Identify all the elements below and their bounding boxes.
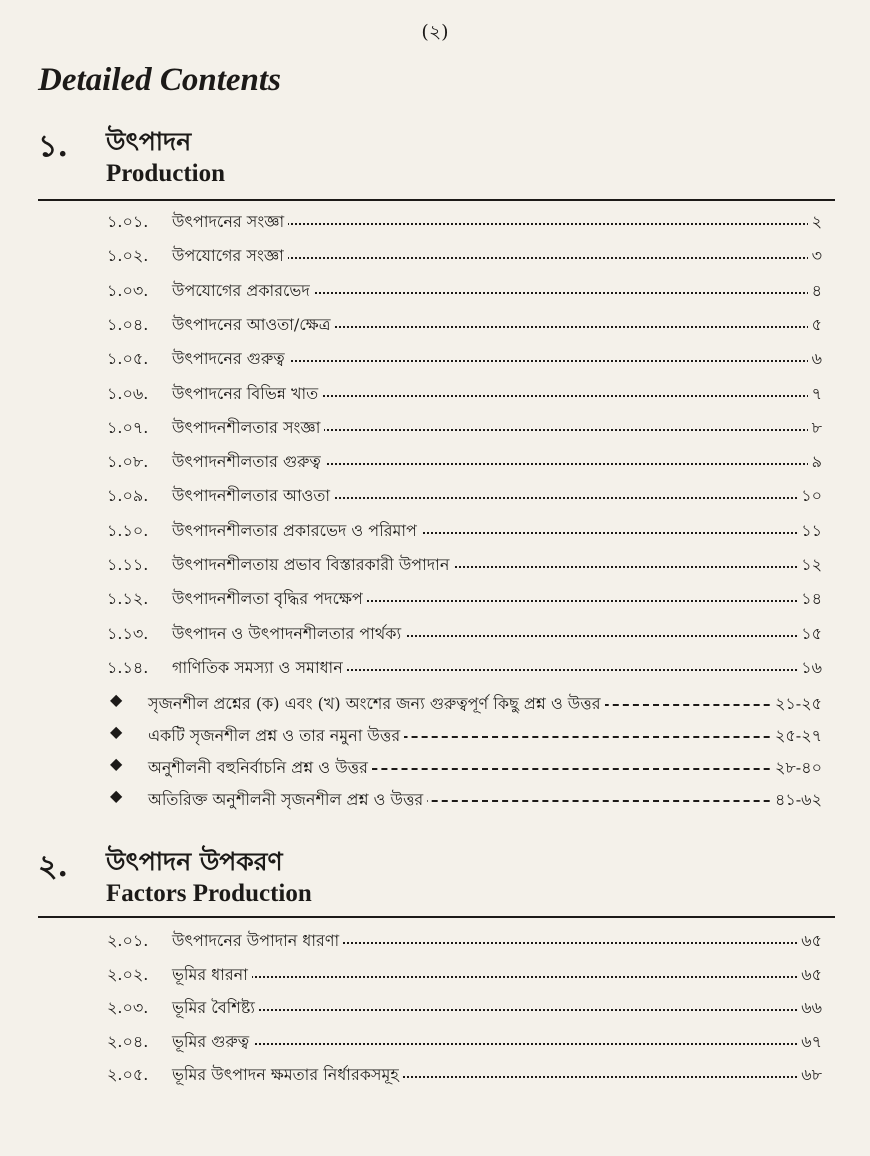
chapter-title-bn: উৎপাদন — [106, 127, 192, 156]
section-title: গাণিতিক সমস্যা ও সমাধান — [172, 655, 347, 682]
section-page: ৬৮ — [797, 1062, 822, 1089]
section-number: ১.০৬. — [107, 383, 149, 403]
section-page: ৯ — [808, 449, 822, 476]
toc-entry — [0, 377, 870, 407]
extra-page-range: ২৫-২৭ — [771, 723, 822, 750]
section-page: ৬৫ — [797, 962, 822, 989]
section-title: উৎপাদনশীলতার সংজ্ঞা — [172, 415, 324, 442]
page-number: (২) — [421, 21, 449, 43]
diamond-bullet-icon: ◆ — [110, 786, 123, 805]
section-number: ১.০৩. — [107, 280, 149, 300]
section-page: ১৬ — [797, 655, 822, 682]
extra-page-range: ৪১-৬২ — [771, 787, 822, 814]
toc-entry — [0, 411, 870, 441]
section-title: উৎপাদনশীলতার প্রকারভেদ ও পরিমাপ — [172, 518, 421, 545]
page-title: Detailed Contents — [38, 62, 281, 98]
extra-title: অতিরিক্ত অনুশীলনী সৃজনশীল প্রশ্ন ও উত্তর — [148, 787, 427, 814]
section-title: উৎপাদনের বিভিন্ন খাত — [172, 381, 322, 408]
dot-leader — [180, 1009, 820, 1011]
extra-title: সৃজনশীল প্রশ্নের (ক) এবং (খ) অংশের জন্য গুরুত্বপূর্ণ কিছু প্রশ্ন ও উত্তর — [148, 691, 605, 718]
section-number: ১.০৮. — [107, 452, 149, 472]
chapter-number: ২. — [38, 849, 68, 884]
section-title: উপযোগের প্রকারভেদ — [172, 278, 314, 305]
toc-entry — [0, 1058, 870, 1088]
diamond-bullet-icon: ◆ — [110, 722, 123, 741]
diamond-bullet-icon: ◆ — [110, 754, 123, 773]
section-page: ১৫ — [797, 621, 822, 648]
toc-entry — [0, 548, 870, 578]
toc-entry — [0, 308, 870, 338]
section-number: ২.০২. — [107, 964, 149, 984]
section-number: ১.০৭. — [107, 417, 149, 437]
section-number: ১.১২. — [107, 589, 149, 609]
chapter-title-bn: উৎপাদন উপকরণ — [106, 847, 283, 876]
toc-entry — [0, 239, 870, 269]
dot-leader — [180, 1043, 820, 1045]
section-page: ১১ — [797, 518, 822, 545]
section-page: ১০ — [797, 483, 822, 510]
section-title: উৎপাদনের সংজ্ঞা — [172, 209, 288, 236]
chapter-2-rule — [38, 916, 835, 918]
toc-entry — [0, 1025, 870, 1055]
toc-entry — [0, 582, 870, 612]
toc-extra-entry — [0, 687, 870, 717]
section-page: ৪ — [808, 278, 822, 305]
section-title: উৎপাদনের গুরুত্ব — [172, 346, 289, 373]
section-page: ১২ — [797, 552, 822, 579]
section-number: ১.০৪. — [107, 314, 149, 334]
chapter-number: ১. — [38, 129, 68, 164]
section-page: ৬ — [808, 346, 822, 373]
toc-entry — [0, 958, 870, 988]
section-page: ৭ — [808, 381, 822, 408]
section-number: ১.১০. — [107, 520, 149, 540]
chapter-title-en: Production — [106, 160, 225, 187]
section-title: ভূমির বৈশিষ্ট্য — [172, 995, 259, 1022]
section-title: উৎপাদনশীলতা বৃদ্ধির পদক্ষেপ — [172, 586, 367, 613]
toc-entry — [0, 342, 870, 372]
section-page: ১৪ — [797, 586, 822, 613]
extra-page-range: ২৮-৪০ — [771, 755, 822, 782]
section-title: উপযোগের সংজ্ঞা — [172, 243, 288, 270]
toc-entry — [0, 445, 870, 475]
section-page: ৬৭ — [797, 1029, 822, 1056]
section-page: ২ — [808, 209, 822, 236]
section-page: ৬৬ — [797, 995, 822, 1022]
toc-extra-entry — [0, 783, 870, 813]
section-page: ৬৫ — [797, 928, 822, 955]
toc-extra-entry — [0, 751, 870, 781]
section-title: উৎপাদনশীলতার আওতা — [172, 483, 334, 510]
section-title: ভূমির ধারনা — [172, 962, 252, 989]
section-page: ৮ — [808, 415, 822, 442]
toc-entry — [0, 205, 870, 235]
section-title: উৎপাদনের উপাদান ধারণা — [172, 928, 343, 955]
section-number: ১.১৩. — [107, 623, 149, 643]
section-title: ভূমির উৎপাদন ক্ষমতার নির্ধারকসমূহ — [172, 1062, 403, 1089]
extra-title: অনুশীলনী বহুনির্বাচনি প্রশ্ন ও উত্তর — [148, 755, 372, 782]
section-number: ১.০৫. — [107, 349, 149, 369]
diamond-bullet-icon: ◆ — [110, 690, 123, 709]
section-number: ২.০১. — [107, 931, 149, 950]
toc-entry — [0, 514, 870, 544]
section-page: ৩ — [808, 243, 822, 270]
toc-entry — [0, 991, 870, 1021]
section-page: ৫ — [808, 312, 822, 339]
toc-entry — [0, 617, 870, 647]
dot-leader — [180, 976, 820, 978]
section-title: উৎপাদনশীলতায় প্রভাব বিস্তারকারী উপাদান — [172, 552, 453, 579]
section-title: উৎপাদন ও উৎপাদনশীলতার পার্থক্য — [172, 621, 405, 648]
chapter-1-rule — [38, 199, 835, 201]
section-title: উৎপাদনের আওতা/ক্ষেত্র — [172, 312, 334, 339]
section-number: ১.০২. — [107, 246, 149, 266]
section-number: ২.০৩. — [107, 998, 149, 1017]
toc-extra-entry — [0, 719, 870, 749]
section-number: ১.০৯. — [107, 486, 149, 506]
section-number: ১.০১. — [107, 212, 149, 231]
toc-entry — [0, 479, 870, 509]
toc-entry — [0, 274, 870, 304]
section-number: ২.০৫. — [107, 1065, 149, 1084]
section-number: ১.১৪. — [107, 657, 149, 677]
chapter-title-en: Factors Production — [106, 880, 312, 907]
extra-title: একটি সৃজনশীল প্রশ্ন ও তার নমুনা উত্তর — [148, 723, 404, 750]
toc-entry — [0, 651, 870, 681]
section-number: ১.১১. — [107, 555, 149, 574]
section-title: উৎপাদনশীলতার গুরুত্ব — [172, 449, 325, 476]
section-title: ভূমির গুরুত্ব — [172, 1029, 253, 1056]
extra-page-range: ২১-২৫ — [771, 691, 822, 718]
toc-entry — [0, 924, 870, 954]
section-number: ২.০৪. — [107, 1031, 149, 1051]
